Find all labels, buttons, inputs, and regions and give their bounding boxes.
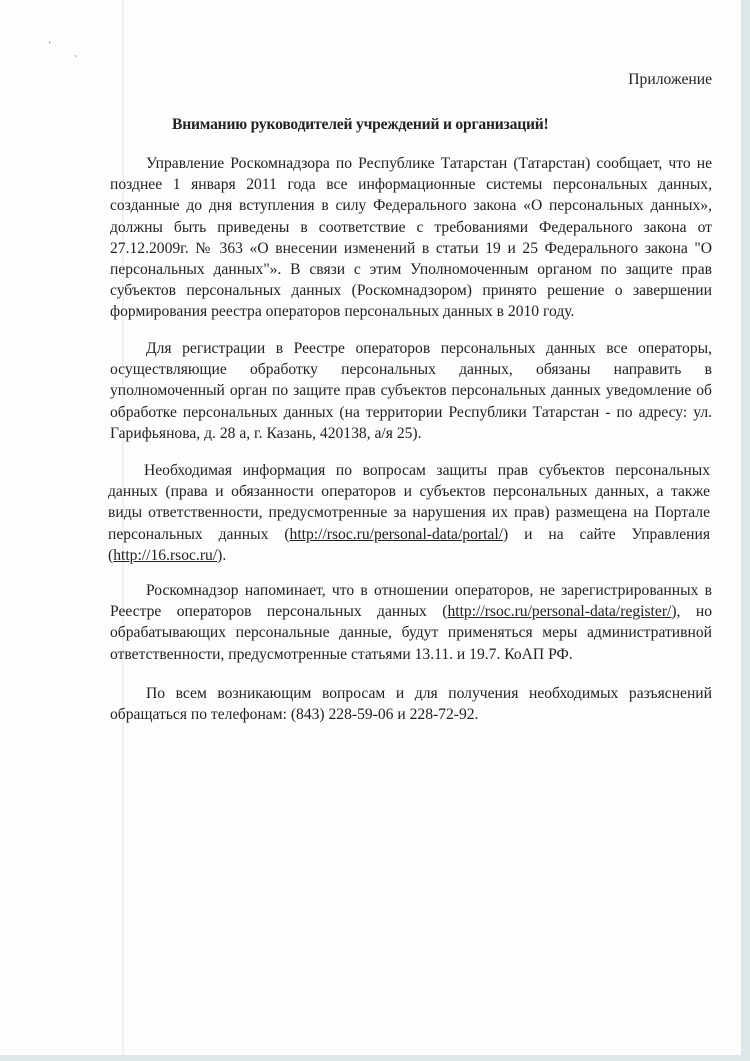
paragraph-information-links [108, 460, 710, 566]
scan-speck: ` [74, 55, 78, 66]
paragraph-contact-phones: По всем возникающим вопросам и для получения необходимых разъяснений обращаться по телефонам: (843) 228-59-06 и 228-72-92. [110, 685, 712, 724]
paragraph-text: Роскомнадзор напоминает, что в отношении операторов, не зарегистрированных в Реестре операторов персональных данных ( [110, 582, 712, 621]
paragraph-text: Необходимая информация по вопросам защиты прав субъектов персональных данных (права и обязанности операторов и субъектов персональных данных, а также виды ответственности, предусмотренные за нарушения их прав) размещена на Порталe персональных данных ( [108, 462, 710, 543]
document-title: Вниманию руководителей учреждений и организаций! [172, 116, 549, 133]
regional-site-link[interactable]: http://16.rsoc.ru/ [113, 546, 218, 564]
paragraph-text: ), но обрабатывающих персональные данные, будут применяться меры административной ответственности, предусмотренные статьями 13.11. и 19.7. КоАП РФ. [110, 603, 712, 663]
paragraph-text: ). [217, 546, 227, 564]
paragraph-registry-deadline: Управление Роскомнадзора по Республике Татарстан (Татарстан) сообщает, что не позднее 1 января 2011 года все информационные системы персональных данных, созданные до дня вступления в силу Федерального закона «О персональных данных», должны быть приведены в соответствие с требованиями Федерального закона от 27.12.2009г. № 363 «О внесении изменений в статьи 19 и 25 Федерального закона "О персональных данных"». В связи с этим Уполномоченным органом по защите прав субъектов персональных данных (Роскомнадзором) принято решение о завершении формирования реестра операторов персональных данных в 2010 году. [110, 155, 712, 321]
scan-speck: · [48, 38, 52, 49]
paragraph-liability-warning [110, 580, 712, 665]
register-link[interactable]: http://rsoc.ru/personal-data/register/ [447, 603, 672, 621]
appendix-label: Приложение [628, 71, 712, 88]
paragraph-text: ) и на сайте Управления ( [108, 525, 710, 564]
portal-link[interactable]: http://rsoc.ru/personal-data/portal/ [289, 525, 504, 543]
paragraph-registration-notice: Для регистрации в Реестре операторов персональных данных все операторы, осуществляющие обработку персональных данных, обязаны направить в уполномоченный орган по защите прав субъектов персональных данных уведомление об обработке персональных данных (на территории Республики Татарстан - по адресу: ул. Гарифьянова, д. 28 а, г. Казань, 420138, а/я 25). [110, 340, 712, 442]
